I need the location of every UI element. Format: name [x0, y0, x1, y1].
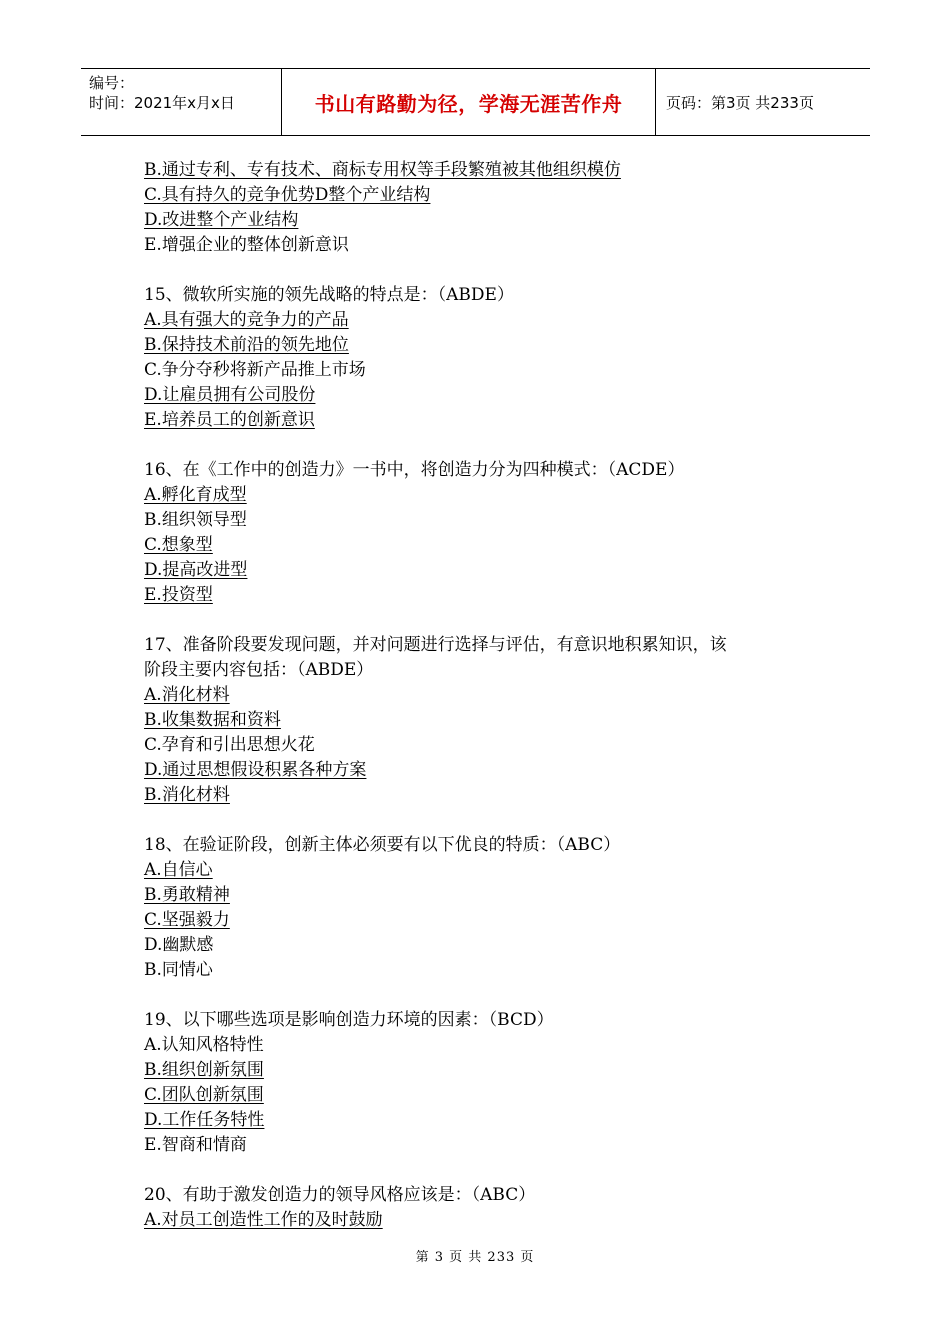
- text-line: 18、在验证阶段，创新主体必须要有以下优良的特质：（ABC）: [144, 835, 621, 855]
- text-line: 阶段主要内容包括：（ABDE）: [144, 660, 374, 680]
- answer-option-underlined: B.通过专利、专有技术、商标专用权等手段繁殖被其他组织模仿: [144, 160, 621, 180]
- answer-option-underlined: D.改进整个产业结构: [144, 210, 299, 230]
- answer-option-underlined: D.提高改进型: [144, 560, 248, 580]
- answer-option-underlined: A.具有强大的竞争力的产品: [144, 310, 349, 330]
- answer-option-underlined: C.团队创新氛围: [144, 1085, 264, 1105]
- answer-option-underlined: A.孵化育成型: [144, 485, 247, 505]
- text-line: 19、以下哪些选项是影响创造力环境的因素：（BCD）: [144, 1010, 554, 1030]
- answer-option-underlined: B.勇敢精神: [144, 885, 230, 905]
- answer-option-underlined: C.想象型: [144, 535, 213, 555]
- text-line: C.孕育和引出思想火花: [144, 735, 315, 755]
- text-line: B.组织领导型: [144, 510, 247, 530]
- answer-option-underlined: D.让雇员拥有公司股份: [144, 385, 316, 405]
- answer-option-underlined: B.收集数据和资料: [144, 710, 281, 730]
- header-page-info: 页码：第3页 共233页: [666, 93, 814, 112]
- answer-option-underlined: B.消化材料: [144, 785, 230, 805]
- question-block: [144, 283, 824, 433]
- answer-option-underlined: E.培养员工的创新意识: [144, 410, 315, 430]
- answer-option-underlined: A.消化材料: [144, 685, 230, 705]
- question-block: [144, 1008, 824, 1158]
- text-line: D.幽默感: [144, 935, 214, 955]
- text-line: 15、微软所实施的领先战略的特点是：（ABDE）: [144, 285, 514, 305]
- question-block: [144, 158, 824, 258]
- page-footer: 第 3 页 共 233 页: [415, 1250, 535, 1265]
- text-line: 16、在《工作中的创造力》一书中，将创造力分为四种模式：（ACDE）: [144, 460, 685, 480]
- answer-option-underlined: E.投资型: [144, 585, 213, 605]
- text-line: B.同情心: [144, 960, 213, 980]
- answer-option-underlined: D.工作任务特性: [144, 1110, 265, 1130]
- answer-option-underlined: D.通过思想假设积累各种方案: [144, 760, 367, 780]
- answer-option-underlined: A.自信心: [144, 860, 213, 880]
- question-block: [144, 633, 824, 808]
- answer-option-underlined: B.组织创新氛围: [144, 1060, 264, 1080]
- question-block: [144, 833, 824, 983]
- time-label: 时间：2021年x月x日: [89, 94, 235, 112]
- document-body: [144, 158, 824, 1258]
- answer-option-underlined: B.保持技术前沿的领先地位: [144, 335, 349, 355]
- header-meta: [81, 69, 281, 135]
- question-block: [144, 458, 824, 608]
- number-label: 编号：: [89, 74, 135, 92]
- text-line: C.争分夺秒将新产品推上市场: [144, 360, 366, 380]
- answer-option-underlined: C.坚强毅力: [144, 910, 230, 930]
- text-line: E.智商和情商: [144, 1135, 247, 1155]
- answer-option-underlined: A.对员工创造性工作的及时鼓励: [144, 1210, 383, 1230]
- text-line: 20、有助于激发创造力的领导风格应该是：（ABC）: [144, 1185, 536, 1205]
- header-motto: 书山有路勤为径，学海无涯苦作舟: [281, 69, 656, 135]
- page-header: [81, 68, 870, 136]
- text-line: E.增强企业的整体创新意识: [144, 235, 349, 255]
- text-line: A.认知风格特性: [144, 1035, 264, 1055]
- answer-option-underlined: C.具有持久的竞争优势D整个产业结构: [144, 185, 431, 205]
- question-block: [144, 1183, 824, 1233]
- text-line: 17、准备阶段要发现问题，并对问题进行选择与评估，有意识地积累知识，该: [144, 635, 727, 655]
